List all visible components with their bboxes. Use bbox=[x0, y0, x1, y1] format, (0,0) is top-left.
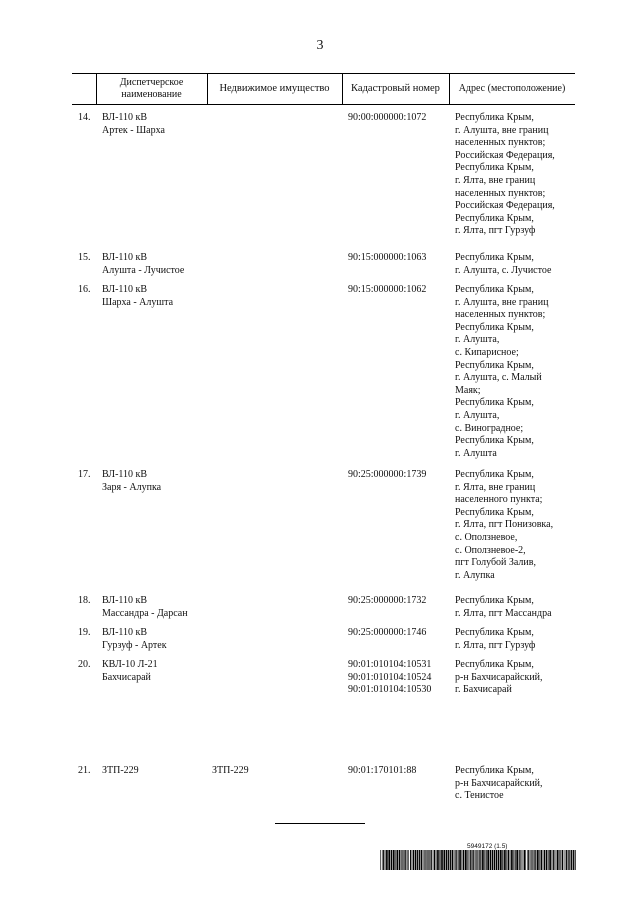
row-number: 21. bbox=[78, 765, 91, 776]
row-name: ВЛ-110 кВ Заря - Алупка bbox=[102, 469, 162, 493]
row-address: Республика Крым, г. Алушта, вне границ населенных пунктов; Республика Крым, г. Алушта, с. Кипарисное; Республика Крым, г. Алушта, с. Малый Маяк; Республика Крым, г. Алушта, с. Виноградное; Республика Крым, г. Алушта bbox=[455, 284, 549, 459]
row-address: Республика Крым, г. Ялта, пгт Массандра bbox=[455, 595, 552, 619]
table-header bbox=[72, 73, 575, 105]
header-number bbox=[72, 74, 96, 104]
row-name: ВЛ-110 кВ Алушта - Лучистое bbox=[102, 252, 185, 276]
header-property: Недвижимое имущество bbox=[219, 83, 330, 94]
row-number: 15. bbox=[78, 252, 91, 263]
row-number: 19. bbox=[78, 627, 91, 638]
row-cadastral: 90:15:000000:1062 bbox=[348, 284, 427, 295]
row-address: Республика Крым, г. Ялта, пгт Гурзуф bbox=[455, 627, 536, 651]
row-cadastral: 90:01:170101:88 bbox=[348, 765, 417, 776]
row-number: 16. bbox=[78, 284, 91, 295]
row-name: ВЛ-110 кВ Массандра - Дарсан bbox=[102, 595, 188, 619]
page-number: 3 bbox=[316, 38, 324, 53]
row-cadastral: 90:25:000000:1739 bbox=[348, 469, 427, 480]
row-cadastral: 90:25:000000:1732 bbox=[348, 595, 427, 606]
header-cadastral-number: Кадастровый номер bbox=[351, 83, 440, 94]
table-row bbox=[72, 627, 575, 659]
barcode-icon bbox=[380, 850, 576, 870]
row-name: ВЛ-110 кВ Шарха - Алушта bbox=[102, 284, 174, 308]
table-row bbox=[72, 252, 575, 284]
row-property: ЗТП-229 bbox=[212, 765, 249, 776]
row-name: ВЛ-110 кВ Гурзуф - Артек bbox=[102, 627, 167, 651]
row-cadastral: 90:15:000000:1063 bbox=[348, 252, 427, 263]
document-code: 5949172 (1.5) bbox=[467, 843, 508, 850]
row-cadastral: 90:00:000000:1072 bbox=[348, 112, 427, 123]
table-row bbox=[72, 112, 575, 252]
row-name: ЗТП-229 bbox=[102, 765, 139, 776]
row-cadastral: 90:25:000000:1746 bbox=[348, 627, 427, 638]
row-address: Республика Крым, р-н Бахчисарайский, с. Тенистое bbox=[455, 765, 543, 802]
row-name: ВЛ-110 кВ Артек - Шарха bbox=[102, 112, 165, 136]
row-address: Республика Крым, г. Алушта, вне границ населенных пунктов; Российская Федерация, Республика Крым, г. Ялта, вне границ населенных пунктов; Российская Федерация, Республика Крым, г. Ялта, пгт Гурзуф bbox=[455, 112, 555, 237]
row-cadastral: 90:01:010104:10531 90:01:010104:10524 90:01:010104:10530 bbox=[348, 659, 432, 696]
row-address: Республика Крым, г. Ялта, вне границ населенного пункта; Республика Крым, г. Ялта, пгт Понизовка, с. Оползневое, с. Оползневое-2, пгт Голубой Залив, г. Алупка bbox=[455, 469, 554, 581]
table-row bbox=[72, 469, 575, 595]
table-row bbox=[72, 284, 575, 469]
table-row bbox=[72, 595, 575, 627]
row-number: 20. bbox=[78, 659, 91, 670]
header-address: Адрес (местоположение) bbox=[458, 83, 566, 94]
table-body bbox=[72, 112, 575, 810]
header-dispatcher-name: Диспетчерское наименование bbox=[119, 77, 184, 100]
table-row bbox=[72, 659, 575, 765]
separator-line bbox=[275, 823, 365, 824]
row-number: 14. bbox=[78, 112, 91, 123]
row-number: 17. bbox=[78, 469, 91, 480]
row-address: Республика Крым, г. Алушта, с. Лучистое bbox=[455, 252, 552, 276]
row-number: 18. bbox=[78, 595, 91, 606]
row-name: КВЛ-10 Л-21 Бахчисарай bbox=[102, 659, 158, 683]
row-address: Республика Крым, р-н Бахчисарайский, г. Бахчисарай bbox=[455, 659, 543, 696]
table-row bbox=[72, 765, 575, 810]
